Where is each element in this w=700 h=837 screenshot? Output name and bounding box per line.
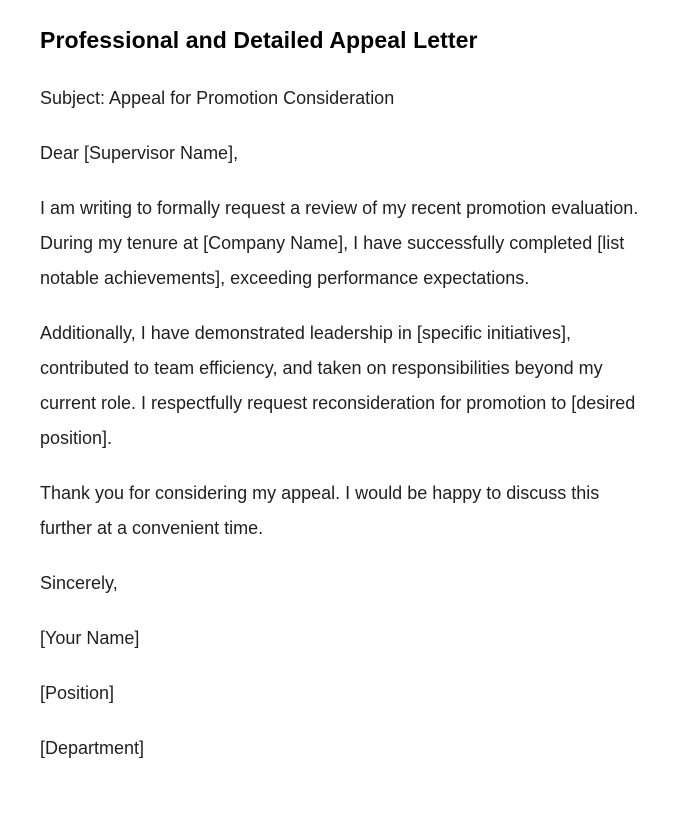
body-paragraph-2: Additionally, I have demonstrated leadership in [specific initiatives], contributed to team efficiency, and taken on responsibilities beyond my current role. I respectfully request reconsideration for promotion to [desired position]. (40, 322, 636, 448)
signature-position: [Position] (40, 682, 115, 703)
salutation: Dear [Supervisor Name], (40, 142, 239, 163)
signature-name: [Your Name] (40, 627, 140, 648)
signature-department: [Department] (40, 737, 145, 758)
subject-line: Subject: Appeal for Promotion Consideration (40, 87, 395, 108)
body-paragraph-3: Thank you for considering my appeal. I would be happy to discuss this further at a convenient time. (40, 482, 600, 538)
page-title: Professional and Detailed Appeal Letter (40, 27, 478, 53)
body-paragraph-1: I am writing to formally request a review of my recent promotion evaluation. During my tenure at [Company Name], I have successfully completed [list notable achievements], exceeding performance expectations. (40, 197, 639, 288)
closing: Sincerely, (40, 572, 118, 593)
